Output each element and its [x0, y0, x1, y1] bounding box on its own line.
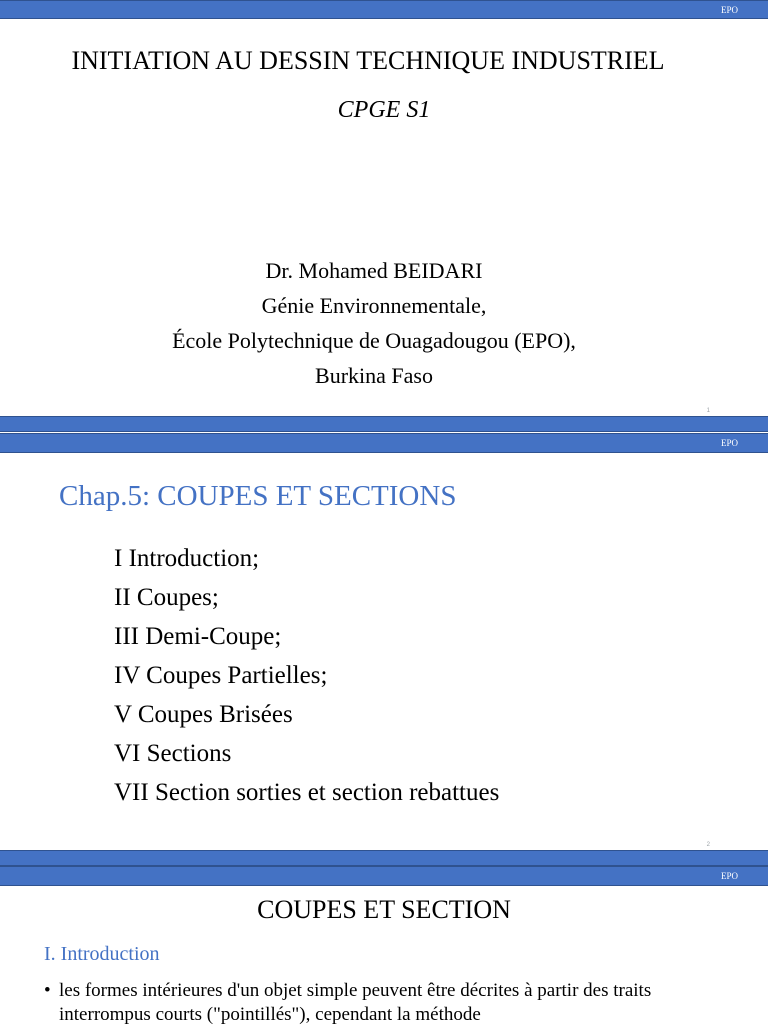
chapter-title: Chap.5: COUPES ET SECTIONS [59, 480, 457, 512]
slide-1-header-bar [0, 0, 768, 19]
author-block [0, 253, 748, 393]
toc-item: I Introduction; [114, 545, 260, 572]
toc-item: VI Sections [114, 740, 232, 767]
author-country: Burkina Faso [315, 363, 433, 388]
page-number: 2 [706, 842, 710, 848]
author-department: Génie Environnementale, [261, 293, 487, 318]
header-label: EPO [720, 5, 738, 15]
document-title: INITIATION AU DESSIN TECHNIQUE INDUSTRIEL [71, 46, 665, 75]
document-subtitle: CPGE S1 [337, 97, 431, 123]
header-label: EPO [720, 438, 738, 448]
bullet-text: les formes intérieures d'un objet simple peuvent être décrites à partir des traits interrompus courts ("pointillés"), cependant la méthode [59, 980, 652, 1025]
toc-item: IV Coupes Partielles; [114, 662, 328, 689]
toc-item: II Coupes; [114, 584, 219, 611]
slide-2-footer-bar [0, 850, 768, 866]
slide-2-header-bar [0, 433, 768, 453]
toc-item: III Demi-Coupe; [114, 623, 282, 650]
page-number: 1 [706, 408, 710, 414]
slide-3-header-bar [0, 866, 768, 886]
bullet-marker: • [44, 980, 51, 1001]
author-institution: École Polytechnique de Ouagadougou (EPO), [172, 328, 576, 353]
slide-1-footer-bar [0, 416, 768, 432]
slide-3-title: COUPES ET SECTION [257, 895, 511, 924]
table-of-contents [114, 539, 499, 812]
slide-1 [0, 0, 768, 432]
author-name: Dr. Mohamed BEIDARI [265, 258, 483, 283]
bullet-item [44, 979, 724, 1027]
toc-item: VII Section sorties et section rebattues [114, 779, 500, 806]
header-label: EPO [720, 871, 738, 881]
section-heading: I. Introduction [44, 943, 160, 965]
toc-item: V Coupes Brisées [114, 701, 293, 728]
